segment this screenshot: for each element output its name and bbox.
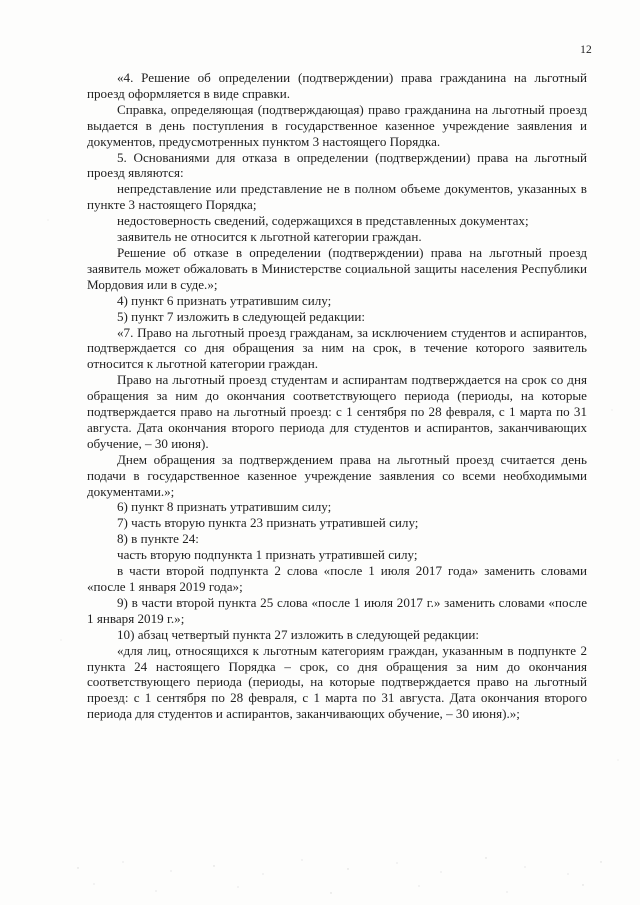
- paragraph-refusal-reason-3: заявитель не относится к льготной категории граждан.: [117, 229, 422, 245]
- paragraph-amend-7: 7) часть вторую пункта 23 признать утратившей силу;: [117, 515, 419, 531]
- paragraph-item-4: «4. Решение об определении (подтверждении) права гражданина на льготный проезд оформляется в виде справки.: [87, 70, 587, 101]
- paragraph-students: Право на льготный проезд студентам и аспирантам подтверждается на срок со дня обращения за ним до окончания соответствующего периода (периоды, на которые подтверждается право на льготный проезд: с 1 сентября по 28 февраля, с 1 марта по 31 августа. Дата окончания второго периода для студентов и аспирантов, заканчивающих обучение, – 30 июня).: [87, 372, 587, 451]
- paragraph-item-7: «7. Право на льготный проезд гражданам, за исключением студентов и аспирантов, подтверждается со дня обращения за ним на срок, в течение которого заявитель относится к льготной категории граждан.: [87, 324, 587, 372]
- paragraph-refusal-reason-2: недостоверность сведений, содержащихся в представленных документах;: [117, 213, 529, 229]
- page-number: 12: [580, 44, 592, 56]
- paragraph-amend-9: 9) в части второй пункта 25 слова «после 1 июля 2017 г.» заменить словами «после 1 января 2019 г.»;: [87, 594, 587, 626]
- paragraph-new-text: «для лиц, относящихся к льготным категориям граждан, указанным в подпункте 2 пункта 24 настоящего Порядка – срок, со дня обращения за ним до окончания соответствующего периода (периоды, на которые подтверждается право на льготный проезд: с 1 сентября по 28 февраля, с 1 марта по 31 августа. Дата окончания второго периода для студентов и аспирантов, заканчивающих обучение, – 30 июня).»;: [87, 642, 587, 722]
- paragraph-amend-6: 6) пункт 8 признать утратившим силу;: [117, 499, 332, 515]
- paragraph-amend-8-1: часть вторую подпункта 1 признать утратившей силу;: [117, 547, 418, 563]
- paragraph-amend-8-2: в части второй подпункта 2 слова «после 1 июля 2017 года» заменить словами «после 1 января 2019 года»;: [87, 563, 587, 594]
- paragraph-item-5: 5. Основаниями для отказа в определении (подтверждении) права на льготный проезд являются:: [87, 149, 587, 181]
- paragraph-amend-4: 4) пункт 6 признать утратившим силу;: [117, 292, 332, 308]
- paragraph-amend-8: 8) в пункте 24:: [117, 531, 199, 547]
- paragraph-certificate: Справка, определяющая (подтверждающая) право гражданина на льготный проезд выдается в день поступления в государственное казенное учреждение заявления и документов, предусмотренных пунктом 3 настоящего Порядка.: [87, 101, 587, 149]
- paragraph-amend-10: 10) абзац четвертый пункта 27 изложить в следующей редакции:: [117, 626, 480, 642]
- paragraph-appeal: Решение об отказе в определении (подтверждении) права на льготный проезд заявитель может обжаловать в Министерстве социальной защиты населения Республики Мордовия или в суде.»;: [87, 244, 587, 292]
- paragraph-refusal-reason-1: непредставление или представление не в полном объеме документов, указанных в пункте 3 настоящего Порядка;: [87, 181, 587, 213]
- paragraph-amend-5: 5) пункт 7 изложить в следующей редакции:: [117, 308, 365, 324]
- paragraph-application-day: Днем обращения за подтверждением права на льготный проезд считается день подачи в государственное казенное учреждение заявления со всеми необходимыми документами.»;: [87, 451, 587, 499]
- document-body: [87, 70, 587, 722]
